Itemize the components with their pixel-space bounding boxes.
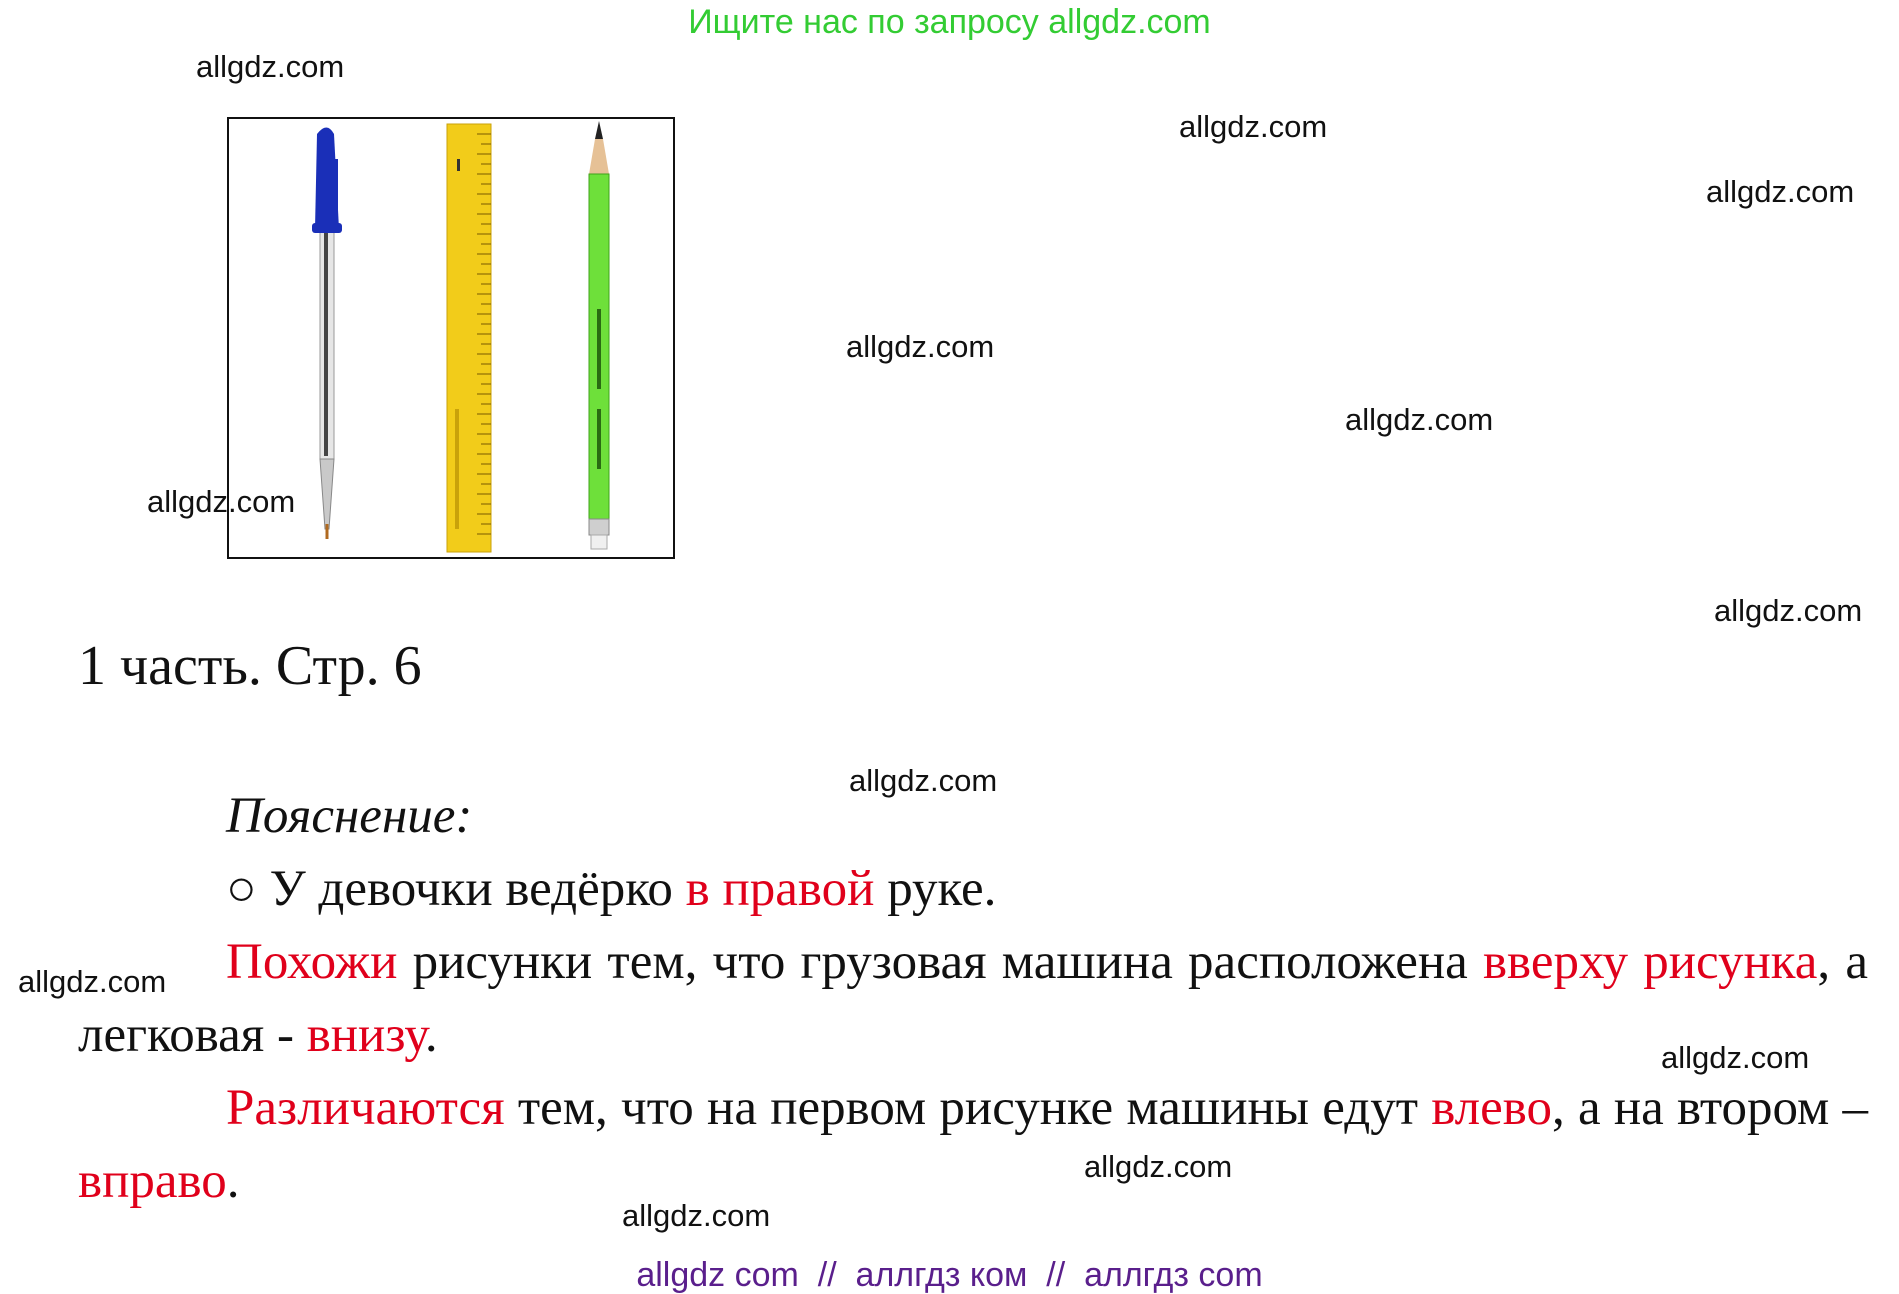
- pen-icon: [312, 128, 342, 540]
- difference-paragraph: [78, 1072, 1868, 1218]
- watermark: allgdz.com: [849, 763, 998, 798]
- top-banner[interactable]: Ищите нас по запросу allgdz.com: [688, 3, 1211, 41]
- para1-text-2: , а легковая -: [78, 934, 1869, 1063]
- bullet-circle-icon: ○: [226, 861, 257, 917]
- watermark: allgdz.com: [1179, 109, 1328, 144]
- line1-highlight: в правой: [685, 861, 875, 917]
- similarity-paragraph: [78, 926, 1869, 1075]
- line1-part3: руке.: [874, 861, 997, 917]
- watermark: allgdz.com: [196, 49, 345, 84]
- explanation-heading: Пояснение:: [226, 788, 473, 844]
- para1-highlight-3: внизу: [306, 1007, 425, 1063]
- para2-highlight-3: вправо: [78, 1153, 227, 1209]
- para2-text-1: тем, что на первом рисунке машины едут: [504, 1080, 1432, 1136]
- para2-highlight-1: Различаются: [226, 1080, 505, 1136]
- bullet-line: [78, 853, 1868, 926]
- watermark: allgdz.com: [622, 1198, 771, 1233]
- watermark: allgdz.com: [1706, 174, 1855, 209]
- line1-part1: У девочки ведёрко: [269, 861, 686, 917]
- watermark: allgdz.com: [846, 329, 995, 364]
- para1-highlight-1: Похожи: [226, 934, 398, 990]
- watermark: allgdz.com: [1661, 1040, 1810, 1075]
- page-reference: 1 часть. Стр. 6: [78, 635, 422, 697]
- para2-text-3: .: [226, 1153, 240, 1209]
- watermark: allgdz.com: [1714, 593, 1863, 628]
- watermark: allgdz.com: [1084, 1149, 1233, 1184]
- para2-highlight-2: влево: [1431, 1080, 1552, 1136]
- para2-text-2: , а на втором –: [1551, 1080, 1869, 1136]
- pencil-icon: [589, 121, 609, 549]
- ruler-icon: [447, 124, 491, 552]
- watermark: allgdz.com: [1345, 402, 1494, 437]
- bottom-banner[interactable]: allgdz com // аллгдз ком // аллгдз com: [636, 1256, 1263, 1294]
- para1-highlight-2: вверху рисунка: [1482, 934, 1818, 990]
- watermark: allgdz.com: [18, 964, 167, 999]
- para1-text-1: рисунки тем, что грузовая машина расположена: [397, 934, 1483, 990]
- para1-text-3: .: [424, 1007, 438, 1063]
- watermark: allgdz.com: [147, 484, 296, 519]
- explanation-block: [78, 780, 1868, 1218]
- stationery-illustration: [229, 119, 673, 557]
